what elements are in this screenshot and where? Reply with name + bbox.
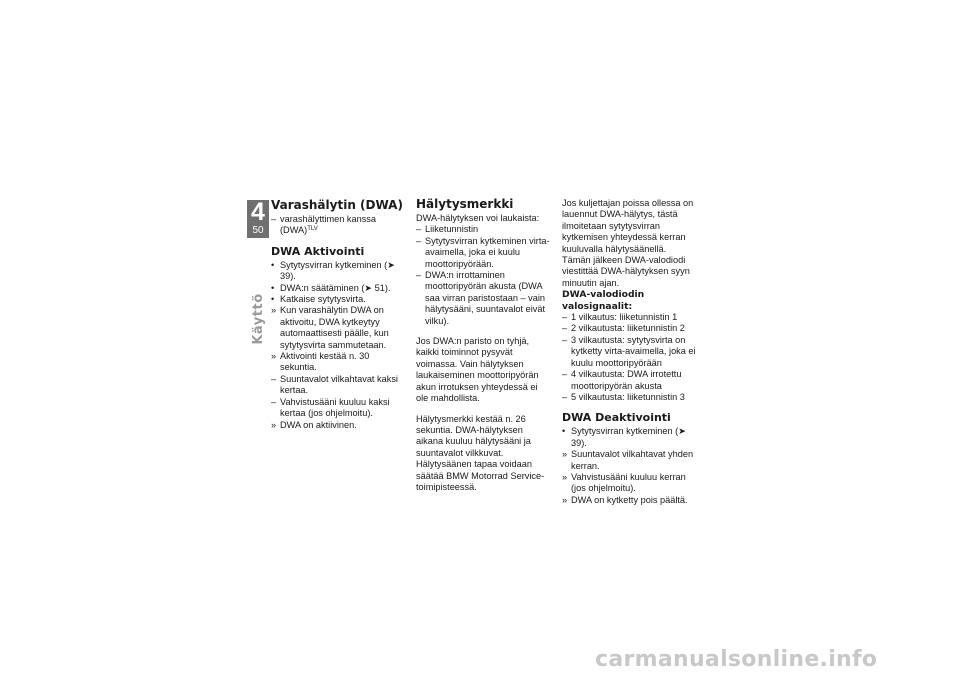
list-marker: –: [416, 270, 422, 281]
list-marker: »: [562, 471, 568, 482]
list-item-text: Aktivointi kestää n. 30 sekuntia.: [280, 351, 370, 373]
led-signal-item: [562, 335, 697, 369]
list-item-text: Sytytysvirran kytkeminen virta-avaimella, joka ei kuulu moottoripyörään.: [425, 235, 550, 269]
alarm-memory-paragraph: Jos kuljettajan poissa ollessa on lauennut DWA-hälytys, tästä ilmoitetaan sytytysvirran kytkemisen yhteydessä kerran kuuluvalla hälytysäänellä. Tämän jälkeen DWA-valodiodi viestittää DWA-hälytyksen syyn minuutin ajan.: [562, 198, 694, 288]
list-marker: •: [271, 259, 275, 270]
section-title-deactivation: DWA Deaktivointi: [562, 411, 671, 425]
list-marker: –: [562, 334, 568, 345]
list-item-text: DWA:n säätäminen (➤ 51).: [280, 282, 391, 293]
list-marker: •: [562, 426, 566, 437]
list-item-text: Kun varashälytin DWA on aktivoitu, DWA kytkeytyy automaattisesti päälle, kun sytytysvirta sammutetaan.: [280, 305, 389, 350]
page-number: 50: [252, 225, 264, 236]
column-2: [416, 197, 551, 502]
list-item-text: Katkaise sytytysvirta.: [280, 294, 366, 305]
activation-step: [271, 283, 406, 294]
list-marker: –: [416, 224, 422, 235]
activation-step: [271, 260, 406, 283]
column-1: [271, 198, 406, 431]
list-marker: »: [271, 351, 277, 362]
section-title-anti-theft-alarm: Varashälytin (DWA): [271, 198, 403, 212]
list-item-text: Sytytysvirran kytkeminen (➤ 39).: [571, 426, 686, 448]
list-marker: –: [562, 369, 568, 380]
watermark: carmanualsonline.info: [595, 647, 878, 672]
intro-item: [271, 214, 406, 237]
led-signal-item: [562, 369, 697, 392]
list-marker: –: [562, 323, 568, 334]
duration-paragraph: Hälytysmerkki kestää n. 26 sekuntia. DWA-hälytyksen aikana kuuluu hälytysääni ja suuntavalot vilkkuvat. Hälytysäänen tapaa voidaan säätää BMW Motorrad Service-toimipisteessä.: [416, 413, 545, 492]
led-signal-item: [562, 392, 697, 403]
activation-step: [271, 294, 406, 305]
trigger-list: [416, 224, 551, 327]
list-marker: •: [271, 294, 275, 305]
list-item-text: DWA on aktiivinen.: [280, 419, 357, 430]
list-marker: –: [562, 312, 568, 323]
deactivation-step: [562, 472, 697, 495]
list-marker: –: [562, 391, 568, 402]
activation-step: [271, 397, 406, 420]
led-signal-list: [562, 312, 697, 403]
list-item-text: 4 vilkautusta: DWA irrotettu moottoripyörän akusta: [571, 369, 682, 391]
chapter-tab: [247, 200, 269, 238]
list-marker: –: [271, 396, 277, 407]
list-item-text: Sytytysvirran kytkeminen (➤ 39).: [280, 259, 395, 282]
list-item-text: Vahvistusääni kuuluu kerran (jos ohjelmoitu).: [571, 471, 686, 494]
trigger-lead: DWA-hälytyksen voi laukaista:: [416, 213, 540, 223]
activation-steps: [271, 260, 406, 431]
chapter-number: 4: [251, 198, 265, 226]
list-item-text: Suuntavalot vilkahtavat yhden kerran.: [571, 449, 694, 471]
list-item-text: DWA on kytketty pois päältä.: [571, 494, 688, 505]
deactivation-step: [562, 426, 697, 449]
section-title-activation: DWA Aktivointi: [271, 244, 365, 258]
list-marker: –: [416, 235, 422, 246]
list-item-text: 5 vilkautusta: liiketunnistin 3: [571, 391, 685, 402]
trigger-item: [416, 270, 551, 327]
activation-step: [271, 374, 406, 397]
trigger-item: [416, 224, 551, 235]
deactivation-steps: [562, 426, 697, 506]
led-signal-item: [562, 312, 697, 323]
activation-step: [271, 305, 406, 351]
option-code-superscript: TLV: [307, 226, 318, 233]
led-signal-item: [562, 323, 697, 334]
list-item-text: Liiketunnistin: [425, 224, 479, 235]
led-signals-title: DWA-valodiodin valosignaalit:: [562, 289, 645, 312]
list-item-text: 1 vilkautus: liiketunnistin 1: [571, 312, 678, 323]
list-marker: »: [562, 494, 568, 505]
battery-paragraph: Jos DWA:n paristo on tyhjä, kaikki toiminnot pysyvät voimassa. Vain hälytyksen laukaiseminen moottoripyörän akun irrotuksen yhteydessä ei ole mahdollista.: [416, 336, 539, 404]
column-3: [562, 198, 697, 506]
list-marker: –: [271, 214, 277, 224]
section-title-alarm-signal: Hälytysmerkki: [416, 197, 514, 211]
list-marker: »: [271, 305, 277, 316]
deactivation-step: [562, 495, 697, 506]
list-marker: »: [562, 449, 568, 460]
list-marker: –: [271, 373, 277, 384]
list-item-text: varashälyttimen kanssa (DWA): [280, 214, 377, 236]
activation-step: [271, 351, 406, 374]
list-item-text: Suuntavalot vilkahtavat kaksi kertaa.: [280, 373, 398, 396]
chapter-side-label: Käyttö: [251, 293, 266, 345]
list-item-text: 2 vilkautusta: liiketunnistin 2: [571, 323, 685, 334]
list-item-text: Vahvistusääni kuuluu kaksi kertaa (jos ohjelmoitu).: [280, 396, 390, 419]
list-marker: •: [271, 282, 275, 293]
activation-step: [271, 420, 406, 431]
list-item-text: DWA:n irrottaminen moottoripyörän akusta (DWA saa virran paristostaan – vain hälytysääni, suuntavalot eivät vilku).: [425, 270, 546, 326]
trigger-item: [416, 236, 551, 270]
intro-list: [271, 214, 406, 237]
list-marker: »: [271, 419, 277, 430]
list-item-text: 3 vilkautusta: sytytysvirta on kytketty virta-avaimella, joka ei kuulu moottoripyörään: [571, 334, 696, 368]
deactivation-step: [562, 449, 697, 472]
